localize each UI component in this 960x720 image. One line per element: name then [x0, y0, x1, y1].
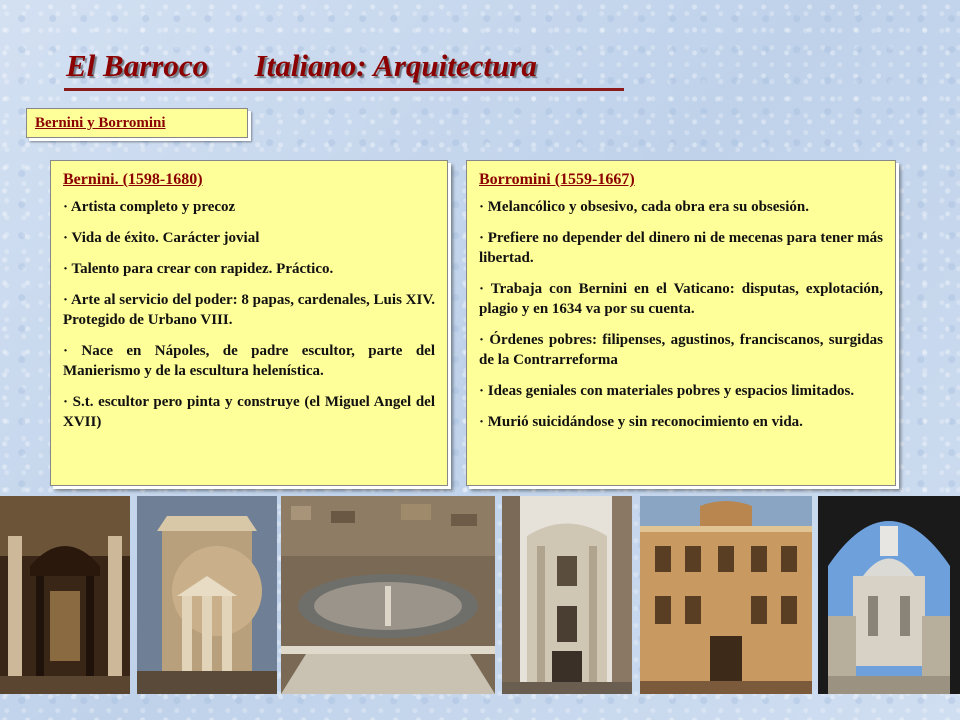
borromini-panel — [466, 160, 896, 486]
list-item: · Melancólico y obsesivo, cada obra era su obsesión. — [479, 199, 809, 215]
bernini-list — [63, 197, 435, 432]
list-item: · Vida de éxito. Carácter jovial — [63, 230, 260, 246]
bernini-panel — [50, 160, 448, 486]
photo-church-facade — [137, 496, 277, 694]
photo-baldachin-interior — [0, 496, 130, 694]
list-item: · S.t. escultor pero pinta y construye (el Miguel Angel del XVII) — [63, 394, 435, 430]
page-title: El Barroco Italiano: Arquitectura — [66, 48, 537, 83]
list-item: · Nace en Nápoles, de padre escultor, parte del Manierismo y de la escultura helenística. — [63, 343, 435, 379]
subtitle-box: Bernini y Borromini — [26, 108, 248, 138]
bernini-heading: Bernini. (1598-1680) — [63, 171, 203, 188]
photo-palace-facade — [640, 496, 812, 694]
title-underline — [64, 88, 624, 91]
list-item: · Ideas geniales con materiales pobres y espacios limitados. — [479, 383, 855, 399]
photo-concave-facade — [502, 496, 632, 694]
borromini-list — [479, 197, 883, 432]
list-item: · Trabaja con Bernini en el Vaticano: disputas, explotación, plagio y en 1634 va por su cuenta. — [479, 281, 883, 317]
list-item: · Arte al servicio del poder: 8 papas, cardenales, Luis XIV. Protegido de Urbano VIII. — [63, 292, 435, 328]
list-item: · Órdenes pobres: filipenses, agustinos, franciscanos, surgidas de la Contrarreforma — [479, 332, 883, 368]
list-item: · Artista completo y precoz — [63, 199, 236, 215]
borromini-heading: Borromini (1559-1667) — [479, 171, 635, 188]
photo-strip — [0, 496, 960, 720]
list-item: · Prefiere no depender del dinero ni de mecenas para tener más libertad. — [479, 230, 883, 266]
list-item: · Talento para crear con rapidez. Práctico. — [63, 261, 334, 277]
photo-st-peters-square — [281, 496, 495, 694]
photo-courtyard-dome — [818, 496, 960, 694]
list-item: · Murió suicidándose y sin reconocimiento en vida. — [479, 414, 803, 430]
